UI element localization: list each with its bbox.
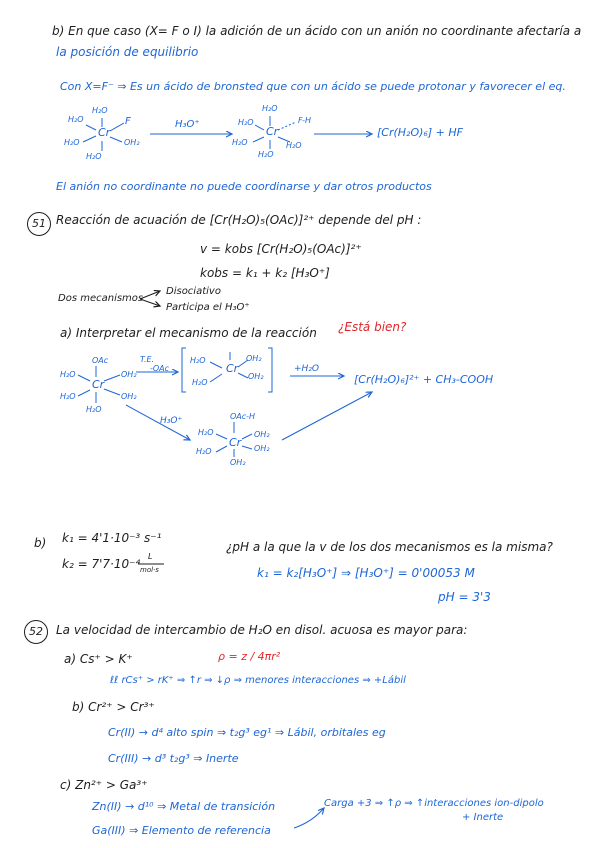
ligand-label: OAc-H [230,412,256,421]
kobs-equation: kobs = k₁ + k₂ [H₃O⁺] [200,266,330,280]
ligand-label: H₂O [198,428,214,437]
ligand-label: H₂O [232,138,248,147]
ligand-label: H₂O [258,150,274,159]
question-b-conclusion: El anión no coordinante no puede coordinarse y dar otros productos [56,180,432,193]
question-number-51: 51 [27,212,51,236]
question-52c-note-2: + Inerte [462,812,504,823]
question-b-title: b) En que caso (X= F o I) la adición de un ácido con un anión no coordinante afectaría a [52,24,582,38]
ligand-label: OH₂ [246,354,262,363]
ligand-label: H₂O [192,378,208,387]
ligand-label: OH₂ [121,392,137,401]
question-52c-line2: Ga(III) ⇒ Elemento de referencia [92,824,271,837]
product-label: [Cr(H₂O)₆] + HF [377,126,463,139]
ligand-label: H₂O [286,141,302,150]
question-number-52: 52 [24,620,48,644]
ligand-label: OH₂ [248,372,264,381]
question-52c-title: c) Zn²⁺ > Ga³⁺ [60,778,148,792]
density-formula: ρ = z / 4πr² [218,650,281,663]
ligand-label: OH₂ [124,138,140,147]
question-51a-title: a) Interpretar el mecanismo de la reacción [60,326,317,340]
question-b-title-cont: la posición de equilibrio [56,45,199,59]
metal-label: Cr [98,126,111,139]
ligand-label: F [125,116,131,127]
ligand-label: OH₂ [254,444,270,453]
k2-unit-numerator: L [148,552,153,561]
ligand-label: OH₂ [254,430,270,439]
mechanisms-label: Dos mecanismos [58,293,144,304]
ligand-label: OAc [92,356,109,365]
ligand-label: H₂O [68,115,84,124]
question-51b-equation: k₁ = k₂[H₃O⁺] ⇒ [H₃O⁺] = 0'00053 M [257,566,475,580]
step-label: T.E. [140,355,155,364]
question-51-title: Reacción de acuación de [Cr(H₂O)₅(OAc)]²⁺ depende del pH : [56,213,422,227]
question-52a-answer: ℓℓ rCs⁺ > rK⁺ ⇒ ↑r ⇒ ↓ρ ⇒ menores interacciones ⇒ +Lábil [110,675,406,686]
rate-equation: v = kobs [Cr(H₂O)₅(OAc)]²⁺ [200,242,362,256]
question-52-title: La velocidad de intercambio de H₂O en disol. acuosa es mayor para: [56,623,468,637]
step-label: -OAc [150,364,170,373]
ligand-label: H₂O [196,447,212,456]
question-52b-title: b) Cr²⁺ > Cr³⁺ [72,700,155,714]
ligand-label: H₂O [60,392,76,401]
ligand-label: H₂O [262,104,278,113]
ligand-label: F-H [298,116,312,125]
question-52b-line1: Cr(II) → d⁴ alto spin ⇒ t₂g³ eg¹ ⇒ Lábil, orbitales eg [108,726,386,739]
ligand-label: H₂O [86,152,102,161]
ligand-label: H₂O [92,106,108,115]
metal-label: Cr [226,362,239,375]
k2-value: k₂ = 7'7·10⁻⁴ [62,557,141,571]
step-label: H₃O⁺ [160,416,183,426]
question-52a-title: a) Cs⁺ > K⁺ [64,652,133,666]
ligand-label: H₂O [64,138,80,147]
question-51b-ph: pH = 3'3 [438,590,491,604]
question-52b-line2: Cr(III) → d³ t₂g³ ⇒ Inerte [108,752,239,765]
ligand-label: H₂O [238,118,254,127]
ligand-label: H₂O [60,370,76,379]
mechanism-1: Disociativo [166,286,221,297]
k1-value: k₁ = 4'1·10⁻³ s⁻¹ [62,531,162,545]
question-52c-line1: Zn(II) → d¹⁰ ⇒ Metal de transición [92,800,276,813]
metal-label: Cr [266,125,279,138]
k2-unit-denominator: mol·s [140,566,159,574]
question-52c-note: Carga +3 ⇒ ↑ρ ⇒ ↑interacciones ion-dipolo [324,798,544,809]
metal-label: Cr [92,378,105,391]
metal-label: Cr [229,436,242,449]
product-label: [Cr(H₂O)₆]²⁺ + CH₃-COOH [354,373,494,386]
question-b-answer: Con X=F⁻ ⇒ Es un ácido de bronsted que con un ácido se puede protonar y favorecer el eq. [60,80,566,93]
question-51b-text: ¿pH a la que la v de los dos mecanismos es la misma? [226,540,553,554]
correctness-note: ¿Está bien? [338,320,407,334]
step-label: +H₂O [294,364,320,374]
ligand-label: OH₂ [121,370,137,379]
reagent-label: H₃O⁺ [175,119,200,130]
ligand-label: H₂O [86,405,102,414]
question-51b-label: b) [34,536,47,550]
ligand-label: H₂O [190,356,206,365]
mechanism-2: Participa el H₃O⁺ [166,302,250,313]
ligand-label: OH₂ [230,458,246,467]
